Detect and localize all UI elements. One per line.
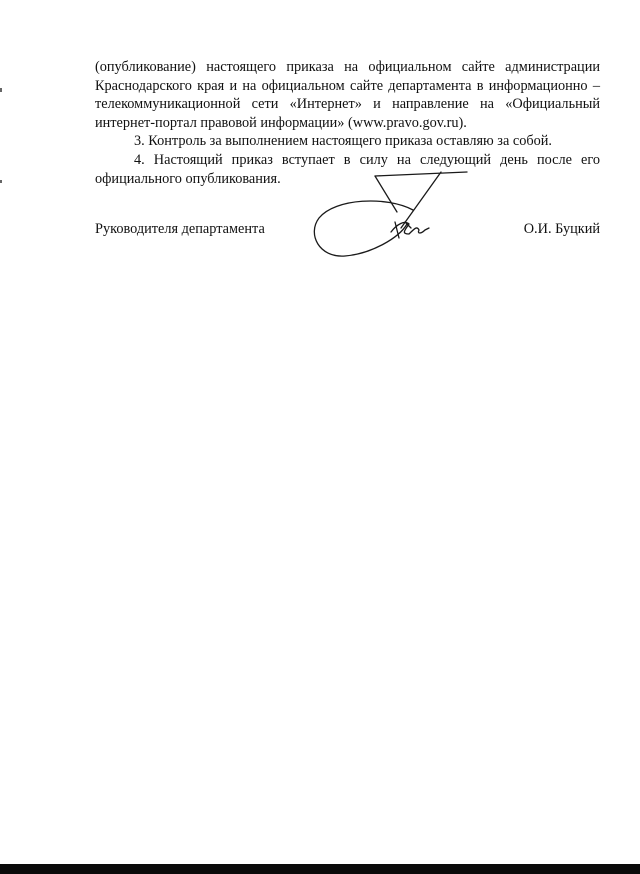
paragraph-publication: (опубликование) настоящего приказа на официальном сайте администрации Краснодарского края и на официальном сайте департамента в информационно – телекоммуникационной сети «Интернет» и направление на «Официальный интернет-портал правовой информации» (www.pravo.gov.ru).: [95, 59, 600, 131]
signer-role: Руководителя департамента: [95, 221, 265, 237]
scan-edge-mark: [0, 180, 2, 183]
signer-name: О.И. Буцкий: [523, 221, 600, 237]
paragraph-effective-date: 4. Настоящий приказ вступает в силу на следующий день после его официального опубликования.: [95, 151, 600, 187]
scan-edge-mark: [0, 88, 2, 92]
handwritten-signature: [305, 168, 475, 264]
scan-bottom-edge: [0, 864, 640, 874]
paragraph-control: 3. Контроль за выполнением настоящего приказа оставляю за собой.: [134, 133, 553, 150]
signature-line: [95, 218, 600, 240]
